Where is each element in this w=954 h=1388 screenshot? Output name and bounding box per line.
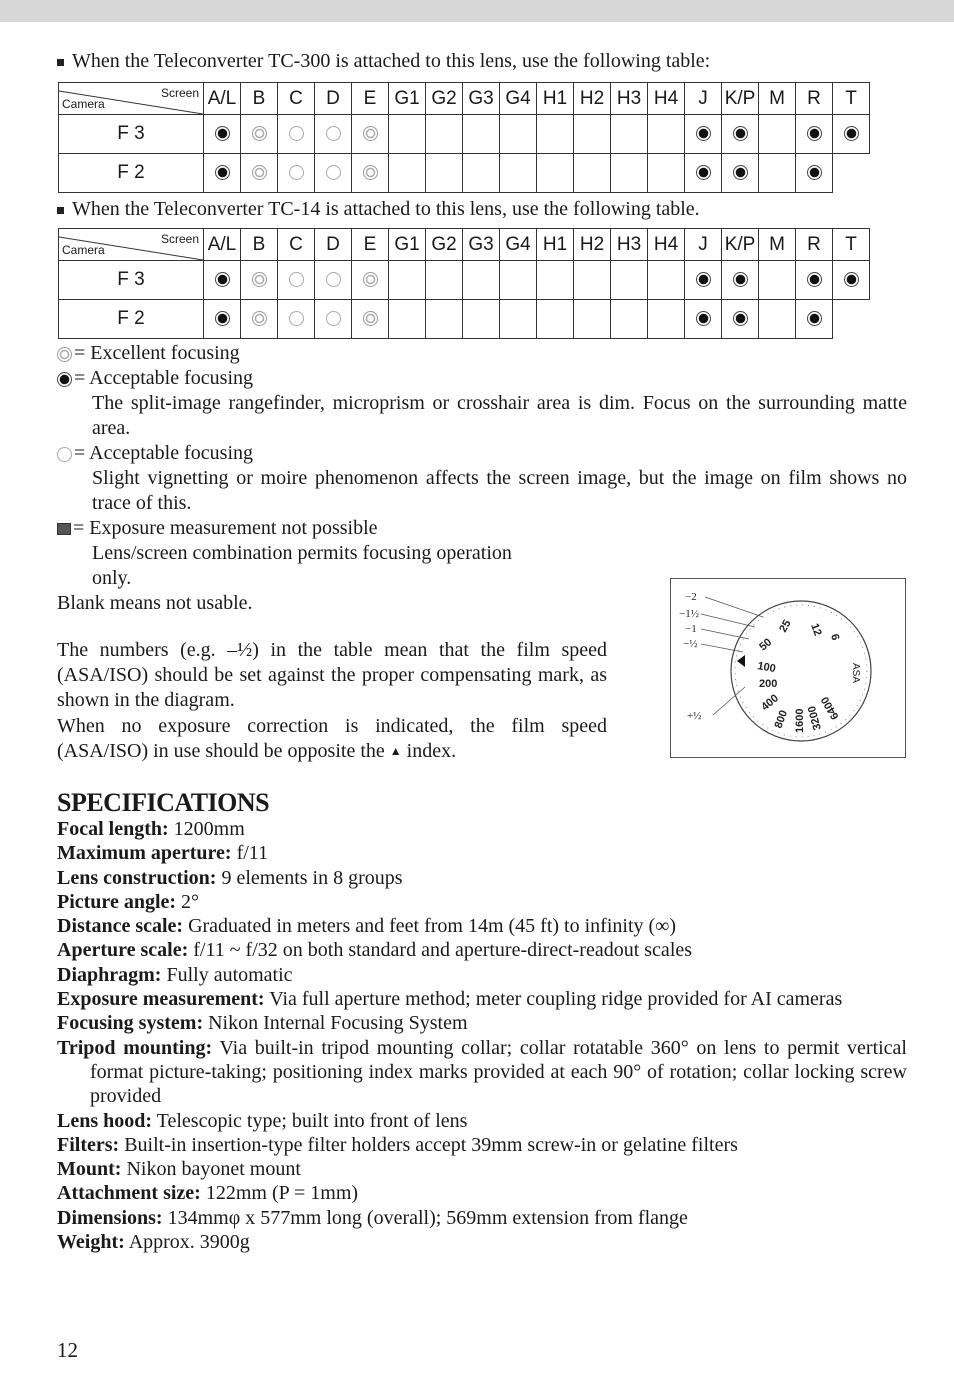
mark-plus-half: +½: [687, 710, 702, 722]
table-cell: [722, 261, 759, 300]
spec-label: Aperture scale:: [57, 939, 189, 962]
asa-6400: 6400: [818, 694, 842, 722]
camera-header-label: Camera: [62, 97, 105, 111]
table-cell: [204, 300, 241, 339]
specifications-list: [57, 817, 907, 1254]
acceptable-focus-icon: [215, 165, 230, 180]
spec-value: Nikon bayonet mount: [126, 1158, 301, 1181]
table-cell: [685, 154, 722, 193]
legend-vignetting-note: Slight vignetting or moire phenomenon affects the screen image, but the image on film shows no trace of this.: [92, 467, 907, 514]
vignetting-focus-icon: [57, 447, 72, 462]
asa-dial-icon: [671, 579, 905, 757]
compensation-paragraph: The numbers (e.g. –½) in the table mean that the film speed (ASA/ISO) should be set against the proper compensating mark, as shown in the diagram.: [57, 639, 607, 711]
screen-column-header: T: [833, 83, 870, 115]
legend-exposure-note-1: Lens/screen combination permits focusing operation: [92, 542, 512, 564]
teleconverter-tc14-table: [58, 228, 870, 339]
screen-column-header: H1: [537, 83, 574, 115]
index-paragraph: When no exposure correction is indicated, the film speed (ASA/ISO) in use should be opposite the ▲ index.: [57, 715, 607, 762]
table-cell: [426, 115, 463, 154]
camera-screen-header: [59, 229, 204, 261]
table-cell: [648, 261, 685, 300]
legend-acceptable: = Acceptable focusing: [57, 366, 907, 391]
spec-label: Focusing system:: [57, 1012, 204, 1035]
table-cell: [611, 261, 648, 300]
spec-item: [57, 987, 907, 1011]
spec-label: Diaphragm:: [57, 963, 162, 986]
excellent-focus-icon: [252, 272, 267, 287]
table1-caption: When the Teleconverter TC-300 is attached to this lens, use the following table:: [57, 50, 710, 73]
spec-value: 9 elements in 8 groups: [221, 866, 403, 889]
table-cell: [796, 300, 833, 339]
teleconverter-tc300-table: [58, 82, 870, 193]
spec-value: 134mmφ x 577mm long (overall); 569mm extension from flange: [167, 1206, 688, 1229]
camera-name: F 2: [59, 154, 204, 193]
spec-label: Lens construction:: [57, 866, 217, 889]
spec-item: [57, 1181, 907, 1205]
spec-value: 122mm (P = 1mm): [205, 1182, 359, 1205]
acceptable-focus-icon: [215, 126, 230, 141]
table-cell: [648, 300, 685, 339]
table-cell: [611, 154, 648, 193]
asa-dial-diagram: [670, 578, 906, 758]
spec-value: Approx. 3900g: [128, 1231, 250, 1254]
table-cell: [241, 300, 278, 339]
vignetting-focus-icon: [289, 165, 304, 180]
table-cell: [537, 261, 574, 300]
spec-item: [57, 841, 907, 865]
mark-minus-1-half: −1½: [679, 608, 699, 620]
table-cell: [352, 261, 389, 300]
screen-column-header: M: [759, 229, 796, 261]
camera-name: F 3: [59, 115, 204, 154]
table-cell: [759, 300, 796, 339]
screen-column-header: T: [833, 229, 870, 261]
table-cell: [352, 300, 389, 339]
spec-item: [57, 817, 907, 841]
table-cell: [722, 154, 759, 193]
table-cell: [685, 261, 722, 300]
acceptable-focus-icon: [733, 272, 748, 287]
excellent-focus-icon: [252, 126, 267, 141]
table-cell: [278, 300, 315, 339]
table-cell: [426, 154, 463, 193]
screen-column-header: D: [315, 83, 352, 115]
acceptable-focus-icon: [696, 272, 711, 287]
table-cell: [833, 154, 870, 193]
spec-item: [57, 938, 907, 962]
specifications-heading: SPECIFICATIONS: [57, 788, 270, 817]
screen-header-label: Screen: [160, 86, 199, 100]
screen-column-header: G1: [389, 83, 426, 115]
spec-label: Filters:: [57, 1133, 120, 1156]
spec-label: Exposure measurement:: [57, 988, 265, 1011]
spec-item: [57, 890, 907, 914]
table-cell: [722, 300, 759, 339]
mark-minus-2: −2: [685, 591, 697, 603]
table-row: [59, 154, 870, 193]
screen-column-header: C: [278, 229, 315, 261]
table-cell: [537, 115, 574, 154]
screen-column-header: H1: [537, 229, 574, 261]
acceptable-focus-icon: [807, 311, 822, 326]
page-number: 12: [57, 1338, 78, 1362]
acceptable-focus-icon: [733, 126, 748, 141]
table-row: [59, 300, 870, 339]
screen-column-header: K/P: [722, 229, 759, 261]
excellent-focus-icon: [363, 272, 378, 287]
spec-item: [57, 1133, 907, 1157]
asa-800: 800: [772, 708, 791, 731]
spec-item: [57, 1157, 907, 1181]
spec-item: [57, 1109, 907, 1133]
table-cell: [648, 154, 685, 193]
screen-column-header: A/L: [204, 83, 241, 115]
vignetting-focus-icon: [326, 272, 341, 287]
spec-value: Built-in insertion-type filter holders accept 39mm screw-in or gelatine filters: [124, 1133, 738, 1156]
screen-column-header: D: [315, 229, 352, 261]
table-cell: [537, 154, 574, 193]
screen-column-header: G2: [426, 83, 463, 115]
screen-column-header: H4: [648, 229, 685, 261]
spec-value: Via built-in tripod mounting collar; collar rotatable 360° on lens to permit vertical format picture-taking; positioning index marks provided at each 90° of rotation; collar locking screw provided: [90, 1036, 907, 1108]
table-cell: [463, 115, 500, 154]
screen-column-header: G3: [463, 229, 500, 261]
camera-header-label: Camera: [62, 243, 105, 257]
mark-minus-half: −½: [683, 638, 698, 650]
table-cell: [759, 154, 796, 193]
excellent-focus-icon: [252, 165, 267, 180]
spec-label: Maximum aperture:: [57, 842, 232, 865]
vignetting-focus-icon: [326, 165, 341, 180]
excellent-focus-icon: [363, 165, 378, 180]
screen-column-header: G3: [463, 83, 500, 115]
screen-column-header: A/L: [204, 229, 241, 261]
asa-6: 6: [828, 632, 842, 642]
table-cell: [204, 115, 241, 154]
table-cell: [278, 261, 315, 300]
table-cell: [463, 300, 500, 339]
bullet-square-icon: [57, 207, 64, 214]
symbol-legend: [57, 341, 907, 616]
table-cell: [389, 115, 426, 154]
spec-label: Lens hood:: [57, 1109, 153, 1132]
table-cell: [426, 300, 463, 339]
table-cell: [426, 261, 463, 300]
spec-label: Weight:: [57, 1231, 125, 1254]
table-cell: [352, 154, 389, 193]
spec-value: Graduated in meters and feet from 14m (45 ft) to infinity (∞): [188, 915, 677, 938]
screen-column-header: R: [796, 83, 833, 115]
screen-column-header: B: [241, 83, 278, 115]
vignetting-focus-icon: [326, 126, 341, 141]
asa-50: 50: [757, 636, 775, 654]
asa-25: 25: [777, 617, 794, 635]
acceptable-focus-icon: [696, 165, 711, 180]
table-cell: [241, 261, 278, 300]
acceptable-focus-icon: [215, 311, 230, 326]
screen-column-header: H4: [648, 83, 685, 115]
acceptable-focus-icon: [215, 272, 230, 287]
spec-item: [57, 963, 907, 987]
screen-column-header: J: [685, 83, 722, 115]
screen-column-header: E: [352, 229, 389, 261]
table-cell: [574, 261, 611, 300]
table-cell: [241, 115, 278, 154]
camera-name: F 2: [59, 300, 204, 339]
table-cell: [833, 300, 870, 339]
table-cell: [315, 300, 352, 339]
spec-item: [57, 1206, 907, 1230]
table-cell: [204, 154, 241, 193]
table-cell: [796, 115, 833, 154]
table-cell: [796, 154, 833, 193]
asa-100: 100: [756, 660, 777, 676]
table-cell: [463, 154, 500, 193]
asa-1600: 1600: [794, 708, 806, 733]
acceptable-focus-icon: [696, 311, 711, 326]
table-cell: [611, 115, 648, 154]
vignetting-focus-icon: [289, 311, 304, 326]
spec-item: [57, 914, 907, 938]
top-edge-band: [0, 0, 954, 22]
vignetting-focus-icon: [289, 272, 304, 287]
spec-item: [57, 1230, 907, 1254]
table-row: [59, 261, 870, 300]
table-header-row: [59, 229, 870, 261]
legend-excellent: = Excellent focusing: [57, 341, 907, 366]
table-cell: [389, 261, 426, 300]
table-cell: [574, 115, 611, 154]
spec-label: Mount:: [57, 1158, 122, 1181]
table-cell: [500, 154, 537, 193]
table-cell: [722, 115, 759, 154]
acceptable-focus-icon: [696, 126, 711, 141]
spec-label: Focal length:: [57, 818, 169, 840]
screen-column-header: G4: [500, 83, 537, 115]
table-cell: [833, 115, 870, 154]
table-cell: [648, 115, 685, 154]
vignetting-focus-icon: [326, 311, 341, 326]
mark-minus-1: −1: [685, 623, 697, 635]
asa-200: 200: [759, 678, 778, 690]
acceptable-focus-icon: [807, 126, 822, 141]
screen-column-header: E: [352, 83, 389, 115]
excellent-focus-icon: [363, 126, 378, 141]
table-cell: [352, 115, 389, 154]
table-cell: [315, 115, 352, 154]
table-cell: [574, 300, 611, 339]
camera-screen-header: [59, 83, 204, 115]
bullet-square-icon: [57, 59, 64, 66]
table-cell: [685, 115, 722, 154]
table-row: [59, 115, 870, 154]
screen-column-header: G1: [389, 229, 426, 261]
table-cell: [500, 300, 537, 339]
table-cell: [278, 154, 315, 193]
legend-exposure-note-2: only.: [92, 567, 132, 589]
screen-column-header: M: [759, 83, 796, 115]
asa-3200: 3200: [805, 704, 824, 732]
screen-column-header: G4: [500, 229, 537, 261]
table-cell: [389, 300, 426, 339]
spec-value: Nikon Internal Focusing System: [208, 1012, 468, 1035]
excellent-focus-icon: [363, 311, 378, 326]
spec-value: Telescopic type; built into front of lens: [156, 1109, 468, 1132]
spec-value: 1200mm: [173, 818, 245, 840]
acceptable-focus-icon: [807, 272, 822, 287]
asa-400: 400: [759, 692, 781, 714]
table-cell: [611, 300, 648, 339]
screen-column-header: H2: [574, 229, 611, 261]
legend-vignetting: = Acceptable focusing: [57, 441, 907, 466]
asa-12: 12: [808, 621, 824, 638]
table-cell: [500, 115, 537, 154]
acceptable-focus-icon: [844, 272, 859, 287]
legend-acceptable-note: The split-image rangefinder, microprism or crosshair area is dim. Focus on the surrounding matte area.: [92, 392, 907, 439]
spec-item: [57, 1036, 907, 1109]
screen-column-header: H3: [611, 229, 648, 261]
screen-column-header: G2: [426, 229, 463, 261]
table-cell: [833, 261, 870, 300]
table-cell: [574, 154, 611, 193]
table-cell: [796, 261, 833, 300]
table-cell: [241, 154, 278, 193]
exposure-not-possible-icon: [57, 523, 71, 535]
table-cell: [759, 115, 796, 154]
acceptable-focus-icon: [733, 165, 748, 180]
table-cell: [685, 300, 722, 339]
table2-caption: When the Teleconverter TC-14 is attached to this lens, use the following table.: [57, 198, 700, 221]
table-cell: [315, 154, 352, 193]
screen-column-header: C: [278, 83, 315, 115]
table-cell: [278, 115, 315, 154]
vignetting-focus-icon: [289, 126, 304, 141]
spec-item: [57, 1011, 907, 1035]
acceptable-focus-icon: [807, 165, 822, 180]
acceptable-focus-icon: [733, 311, 748, 326]
spec-item: [57, 866, 907, 890]
spec-value: Via full aperture method; meter coupling ridge provided for AI cameras: [269, 988, 843, 1011]
spec-value: f/11: [236, 842, 269, 865]
excellent-focus-icon: [57, 347, 72, 362]
spec-label: Picture angle:: [57, 890, 177, 913]
spec-label: Tripod mounting:: [57, 1036, 213, 1059]
screen-column-header: B: [241, 229, 278, 261]
screen-header-label: Screen: [160, 232, 199, 246]
screen-column-header: H2: [574, 83, 611, 115]
table-cell: [389, 154, 426, 193]
acceptable-focus-icon: [57, 372, 72, 387]
triangle-index-icon: ▲: [389, 744, 402, 758]
screen-column-header: K/P: [722, 83, 759, 115]
excellent-focus-icon: [252, 311, 267, 326]
spec-label: Dimensions:: [57, 1206, 163, 1229]
spec-label: Attachment size:: [57, 1182, 201, 1205]
screen-column-header: J: [685, 229, 722, 261]
legend-blank: Blank means not usable.: [57, 592, 253, 614]
table-cell: [204, 261, 241, 300]
table-header-row: [59, 83, 870, 115]
spec-value: Fully automatic: [166, 963, 293, 986]
table-cell: [537, 300, 574, 339]
camera-name: F 3: [59, 261, 204, 300]
table-cell: [315, 261, 352, 300]
table-cell: [759, 261, 796, 300]
screen-column-header: R: [796, 229, 833, 261]
spec-label: Distance scale:: [57, 915, 184, 938]
acceptable-focus-icon: [844, 126, 859, 141]
screen-column-header: H3: [611, 83, 648, 115]
spec-value: f/11 ~ f/32 on both standard and aperture-direct-readout scales: [193, 939, 693, 962]
legend-exposure: = Exposure measurement not possible: [57, 516, 907, 541]
table-cell: [500, 261, 537, 300]
asa-label: ASA: [850, 663, 861, 684]
spec-value: 2°: [181, 890, 200, 913]
table-cell: [463, 261, 500, 300]
